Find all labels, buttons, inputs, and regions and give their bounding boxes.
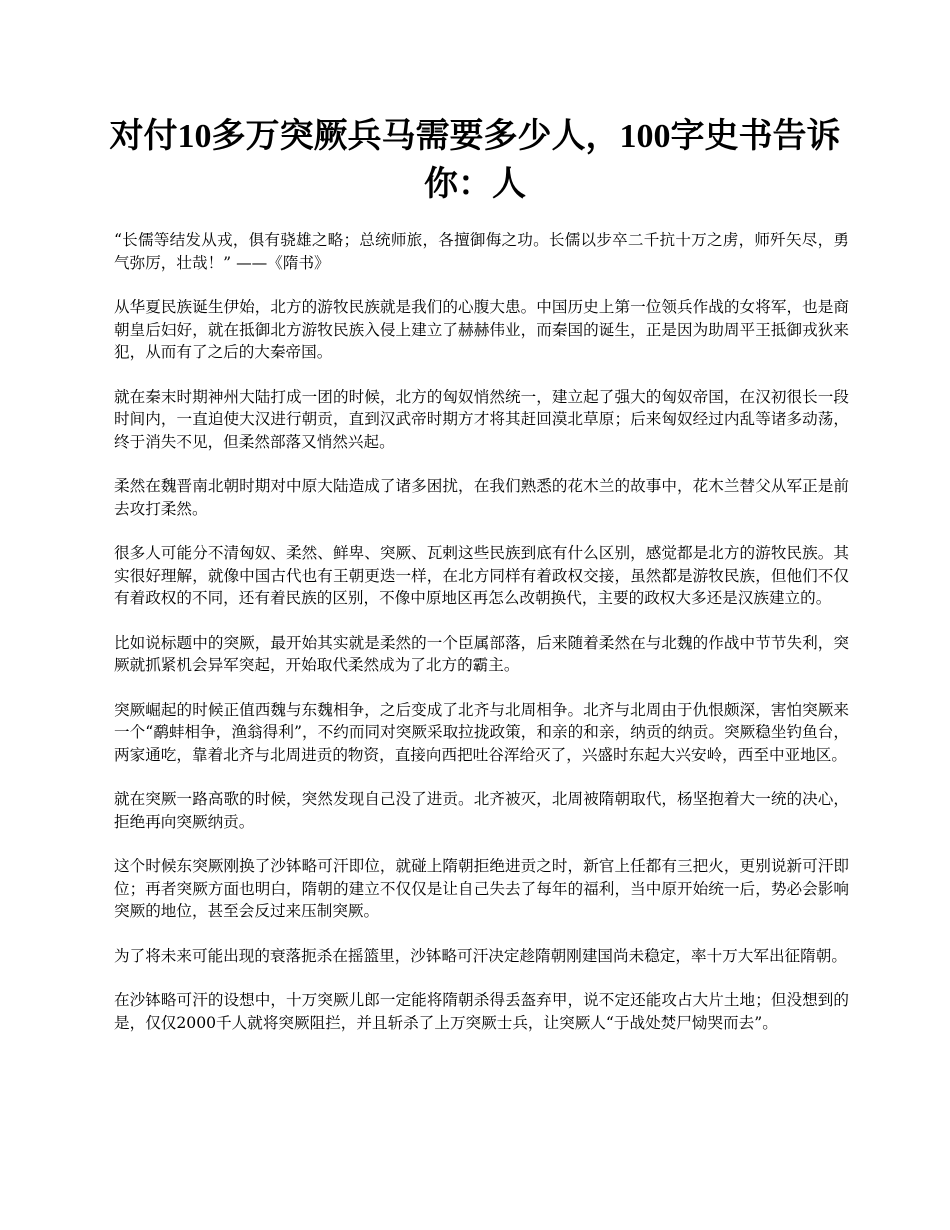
article-body — [114, 229, 849, 1056]
body-paragraph: 很多人可能分不清匈奴、柔然、鲜卑、突厥、瓦剌这些民族到底有什么区别，感觉都是北方的游牧民族。其实很好理解，就像中国古代也有王朝更迭一样，在北方同样有着政权交接，虽然都是游牧民族，但他们不仅有着政权的不同，还有着民族的区别，不像中原地区再怎么改朝换代，主要的政权大多还是汉族建立的。 — [114, 544, 849, 607]
body-paragraph: 就在秦末时期神州大陆打成一团的时候，北方的匈奴悄然统一，建立起了强大的匈奴帝国，在汉初很长一段时间内，一直迫使大汉进行朝贡，直到汉武帝时期方才将其赶回漠北草原；后来匈奴经过内乱等诸多动荡，终于消失不见，但柔然部落又悄然兴起。 — [114, 387, 849, 451]
body-paragraph: 这个时候东突厥刚换了沙钵略可汗即位，就碰上隋朝拒绝进贡之时，新官上任都有三把火，更别说新可汗即位；再者突厥方面也明白，隋朝的建立不仅仅是让自己失去了每年的福利，当中原开始统一后，势必会影响突厥的地位，甚至会反过来压制突厥。 — [114, 857, 849, 920]
body-paragraph: 从华夏民族诞生伊始，北方的游牧民族就是我们的心腹大患。中国历史上第一位领兵作战的女将军，也是商朝皇后妇好，就在抵御北方游牧民族入侵上建立了赫赫伟业，而秦国的诞生，正是因为助周平王抵御戎狄来犯，从而有了之后的大秦帝国。 — [114, 298, 849, 361]
body-paragraph: 为了将未来可能出现的衰落扼杀在摇篮里，沙钵略可汗决定趁隋朝刚建国尚未稳定，率十万大军出征隋朝。 — [114, 946, 847, 965]
quote-paragraph: “长儒等结发从戎，俱有骁雄之略；总统师旅，各擅御侮之功。长儒以步卒二千抗十万之虏，师歼矢尽，勇气弥厉，壮哉！” ——《隋书》 — [114, 231, 849, 272]
body-paragraph: 突厥崛起的时候正值西魏与东魏相争，之后变成了北齐与北周相争。北齐与北周由于仇恨颇深，害怕突厥来一个“鹬蚌相争，渔翁得利”，不约而同对突厥采取拉拢政策，和亲的和亲，纳贡的纳贡。突厥稳坐钓鱼台，两家通吃，靠着北齐与北周进贡的物资，直接向西把吐谷浑给灭了，兴盛时东起大兴安岭，西至中亚地区。 — [114, 700, 849, 764]
body-paragraph: 在沙钵略可汗的设想中，十万突厥儿郎一定能将隋朝杀得丢盔弃甲，说不定还能攻占大片土地；但没想到的是，仅仅2000千人就将突厥阻拦，并且斩杀了上万突厥士兵，让突厥人“于战处焚尸恸哭而去”。 — [114, 991, 849, 1032]
article-title: 对付10多万突厥兵马需要多少人，100字史书告诉你：人 — [109, 118, 841, 203]
body-paragraph: 柔然在魏晋南北朝时期对中原大陆造成了诸多困扰，在我们熟悉的花木兰的故事中，花木兰替父从军正是前去攻打柔然。 — [114, 477, 849, 518]
body-paragraph: 就在突厥一路高歌的时候，突然发现自己没了进贡。北齐被灭，北周被隋朝取代，杨坚抱着大一统的决心，拒绝再向突厥纳贡。 — [114, 790, 849, 831]
body-paragraph: 比如说标题中的突厥，最开始其实就是柔然的一个臣属部落，后来随着柔然在与北魏的作战中节节失利，突厥就抓紧机会异军突起，开始取代柔然成为了北方的霸主。 — [114, 633, 849, 674]
